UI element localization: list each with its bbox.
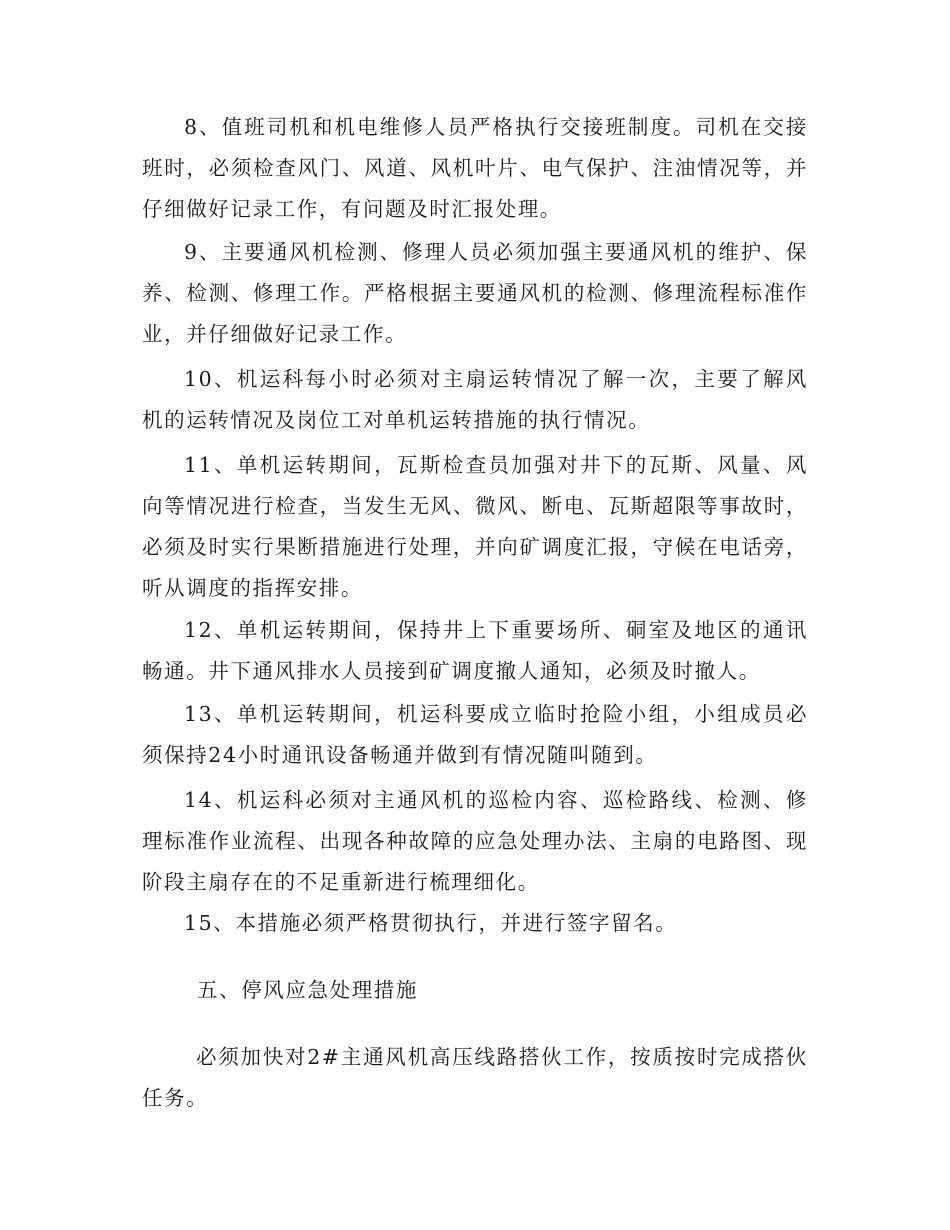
paragraph-item-15: 15、本措施必须严格贯彻执行，并进行签字留名。 xyxy=(184,911,678,935)
final-paragraph: 必须加快对2#主通风机高压线路搭伙工作，按质按时完成搭伙任务。 xyxy=(142,1045,808,1110)
paragraph-item-8: 8、值班司机和机电维修人员严格执行交接班制度。司机在交接班时，必须检查风门、风道、风机叶片、电气保护、注油情况等，并仔细做好记录工作，有问题及时汇报处理。 xyxy=(142,115,808,221)
paragraph-item-10: 10、机运科每小时必须对主扇运转情况了解一次，主要了解风机的运转情况及岗位工对单机运转措施的执行情况。 xyxy=(142,367,808,432)
paragraph-item-9: 9、主要通风机检测、修理人员必须加强主要通风机的维护、保养、检测、修理工作。严格根据主要通风机的检测、修理流程标准作业，并仔细做好记录工作。 xyxy=(142,240,808,346)
paragraph-item-13: 13、单机运转期间，机运科要成立临时抢险小组，小组成员必须保持24小时通讯设备畅通并做到有情况随叫随到。 xyxy=(142,702,808,767)
paragraph-item-14: 14、机运科必须对主通风机的巡检内容、巡检路线、检测、修理标准作业流程、出现各种故障的应急处理办法、主扇的电路图、现阶段主扇存在的不足重新进行梳理细化。 xyxy=(142,788,808,894)
paragraph-item-11: 11、单机运转期间，瓦斯检查员加强对井下的瓦斯、风量、风向等情况进行检查，当发生无风、微风、断电、瓦斯超限等事故时，必须及时实行果断措施进行处理，并向矿调度汇报，守候在电话旁，听从调度的指挥安排。 xyxy=(142,453,808,600)
section-heading: 五、停风应急处理措施 xyxy=(197,978,418,1002)
paragraph-item-12: 12、单机运转期间，保持井上下重要场所、硐室及地区的通讯畅通。井下通风排水人员接到矿调度撤人通知，必须及时撤人。 xyxy=(142,618,808,683)
